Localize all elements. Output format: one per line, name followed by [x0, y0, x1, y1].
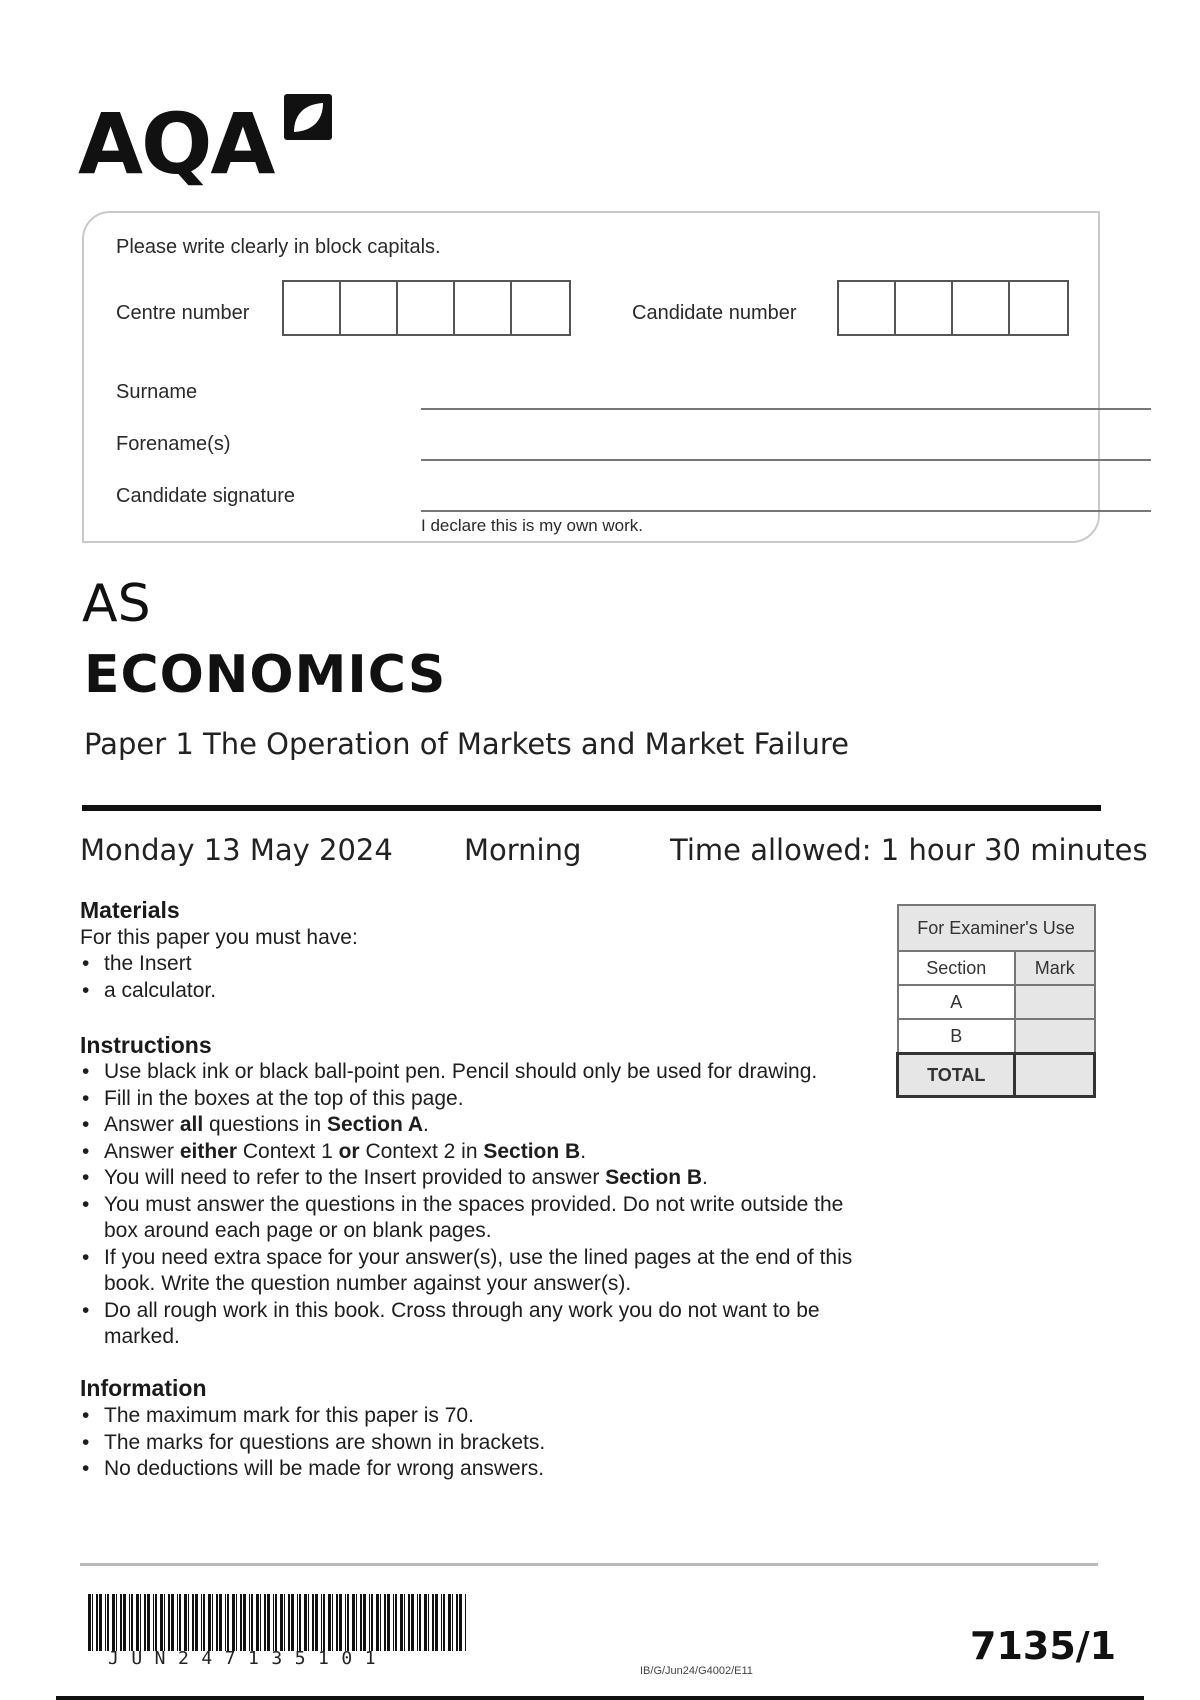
instruction-item: • Fill in the boxes at the top of this page.: [80, 1086, 880, 1113]
candidate-digit-box[interactable]: [896, 282, 953, 334]
total-mark-cell: [1015, 1054, 1095, 1097]
information-list: [80, 1403, 545, 1483]
instruction-item: • Answer all questions in Section A.: [80, 1112, 880, 1139]
materials-item: • the Insert: [80, 951, 216, 978]
candidate-number-label: Candidate number: [632, 302, 797, 324]
section-b-label: B: [898, 1019, 1015, 1054]
total-label: TOTAL: [898, 1054, 1015, 1097]
time-allowed: Time allowed: 1 hour 30 minutes: [670, 833, 1148, 867]
instruction-item: • Answer either Context 1 or Context 2 in Section B.: [80, 1139, 880, 1166]
candidate-digit-box[interactable]: [953, 282, 1010, 334]
section-b-mark-cell: [1015, 1019, 1095, 1054]
information-heading: Information: [80, 1375, 207, 1401]
materials-list: [80, 951, 216, 1004]
centre-number-boxes[interactable]: [282, 280, 571, 336]
instruction-item: • You will need to refer to the Insert provided to answer Section B.: [80, 1165, 880, 1192]
centre-digit-box[interactable]: [284, 282, 341, 334]
paper-title: Paper 1 The Operation of Markets and Market Failure: [84, 727, 849, 761]
candidate-details-box: [82, 211, 1100, 543]
aqa-logo-mark-icon: [283, 92, 333, 142]
logo-text: AQA: [78, 95, 274, 193]
instructions-list: [80, 1059, 880, 1351]
aqa-logo: [78, 88, 378, 193]
forenames-field[interactable]: [421, 459, 1151, 461]
materials-item: • a calculator.: [80, 978, 216, 1005]
centre-digit-box[interactable]: [398, 282, 455, 334]
qualification-level: AS: [82, 574, 151, 634]
exam-session: Morning: [464, 833, 582, 867]
title-divider: [82, 805, 1101, 811]
candidate-digit-box[interactable]: [839, 282, 896, 334]
materials-intro: For this paper you must have:: [80, 926, 358, 949]
paper-code: 7135/1: [970, 1624, 1117, 1668]
mark-column-header: Mark: [1015, 951, 1095, 985]
signature-field[interactable]: [421, 510, 1151, 512]
instruction-item: • Do all rough work in this book. Cross through any work you do not want to be marked.: [80, 1298, 880, 1351]
examiner-table-title: For Examiner's Use: [898, 905, 1095, 951]
barcode-icon: [86, 1594, 471, 1651]
instruction-item: • You must answer the questions in the spaces provided. Do not write outside the box around each page or on blank pages.: [80, 1192, 880, 1245]
section-a-label: A: [898, 985, 1015, 1019]
centre-digit-box[interactable]: [341, 282, 398, 334]
centre-digit-box[interactable]: [455, 282, 512, 334]
block-capitals-instruction: Please write clearly in block capitals.: [116, 236, 441, 258]
instruction-item: • Use black ink or black ball-point pen. Pencil should only be used for drawing.: [80, 1059, 880, 1086]
section-a-mark-cell: [1015, 985, 1095, 1019]
examiner-use-table: [896, 904, 1096, 1098]
page-bottom-border: [56, 1696, 1144, 1700]
surname-label: Surname: [116, 381, 198, 403]
instruction-item: • If you need extra space for your answer(s), use the lined pages at the end of this book. Write the question number against your answer(s).: [80, 1245, 880, 1298]
footer-divider: [80, 1563, 1098, 1566]
document-reference: IB/G/Jun24/G4002/E11: [640, 1665, 753, 1677]
barcode-text: JUN247135101: [108, 1648, 389, 1669]
exam-date: Monday 13 May 2024: [80, 833, 393, 867]
candidate-number-boxes[interactable]: [837, 280, 1069, 336]
subject-title: ECONOMICS: [84, 645, 447, 705]
information-item: • No deductions will be made for wrong answers.: [80, 1456, 545, 1483]
candidate-digit-box[interactable]: [1010, 282, 1067, 334]
materials-heading: Materials: [80, 897, 180, 923]
instructions-heading: Instructions: [80, 1032, 212, 1058]
information-item: • The marks for questions are shown in brackets.: [80, 1430, 545, 1457]
section-column-header: Section: [898, 951, 1015, 985]
centre-digit-box[interactable]: [512, 282, 569, 334]
surname-field[interactable]: [421, 408, 1151, 410]
forenames-label: Forename(s): [116, 433, 231, 455]
centre-number-label: Centre number: [116, 302, 250, 324]
information-item: • The maximum mark for this paper is 70.: [80, 1403, 545, 1430]
signature-label: Candidate signature: [116, 485, 296, 507]
declaration-text: I declare this is my own work.: [421, 516, 644, 535]
